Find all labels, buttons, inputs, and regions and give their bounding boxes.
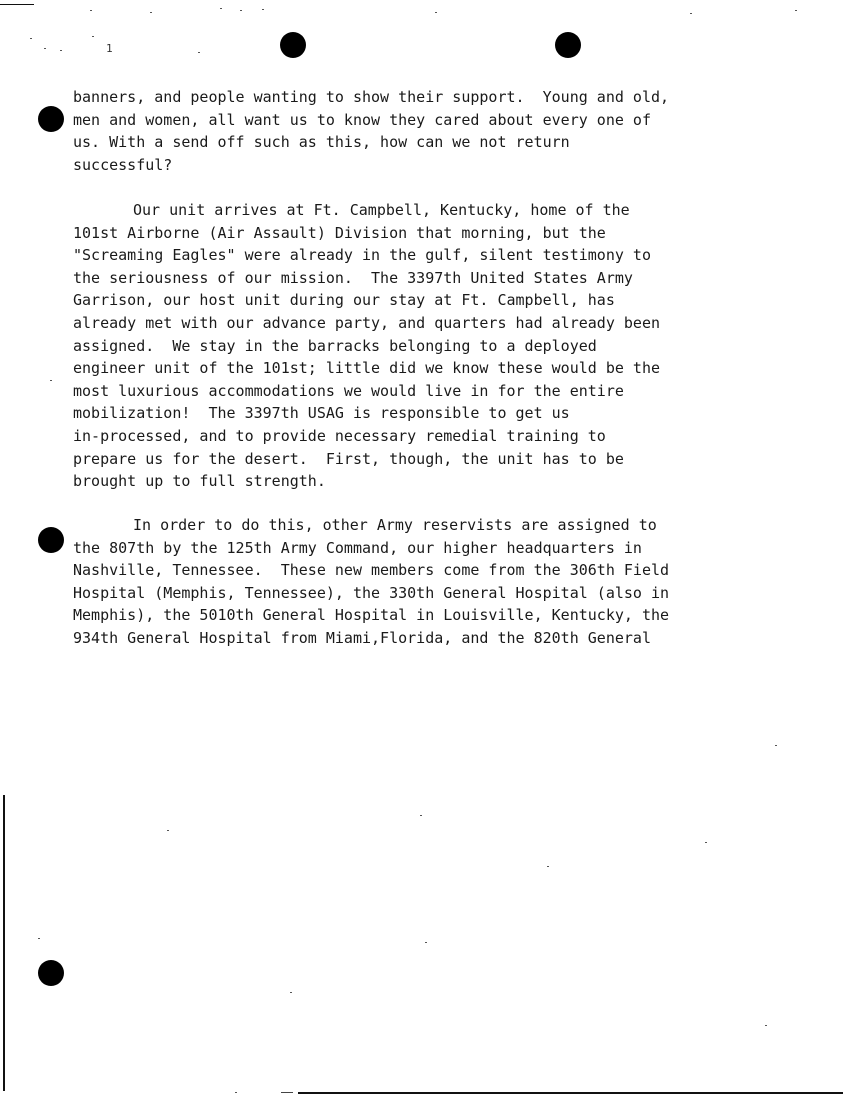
- scan-edge-bottom-dash: [281, 1092, 293, 1093]
- scan-speck: [167, 830, 169, 831]
- scan-edge-top: [0, 4, 34, 5]
- text-line: prepare us for the desert. First, though, the unit has to be: [73, 449, 624, 468]
- punch-hole-left-middle: [38, 527, 64, 553]
- text-line: brought up to full strength.: [73, 472, 326, 491]
- text-line: In order to do this, other Army reservists are assigned to: [133, 516, 657, 534]
- text-line: Our unit arrives at Ft. Campbell, Kentucky, home of the: [133, 201, 630, 219]
- scan-speck: [290, 992, 292, 993]
- page-mark: 1: [106, 42, 113, 55]
- text-line: Garrison, our host unit during our stay at Ft. Campbell, has: [73, 291, 615, 310]
- text-line: us. With a send off such as this, how can we not return: [73, 133, 570, 152]
- punch-hole-left-upper: [38, 106, 64, 132]
- scan-speck: [775, 745, 777, 746]
- scan-speck: [420, 815, 422, 816]
- text-line: Memphis), the 5010th General Hospital in Louisville, Kentucky, the: [73, 606, 670, 625]
- scan-speck: [44, 48, 46, 49]
- scan-edge-bottom: [298, 1092, 843, 1094]
- scan-speck: [50, 380, 52, 381]
- scan-speck: [547, 866, 549, 867]
- scan-speck: [30, 38, 32, 39]
- text-line: 101st Airborne (Air Assault) Division that morning, but the: [73, 223, 606, 242]
- scan-speck: [198, 52, 200, 53]
- scan-speck: [765, 1025, 767, 1026]
- text-line: engineer unit of the 101st; little did we know these would be the: [73, 359, 660, 378]
- scan-speck: [425, 942, 427, 943]
- text-line: most luxurious accommodations we would live in for the entire: [73, 381, 624, 400]
- scan-speck: [262, 9, 264, 10]
- scan-speck: [240, 10, 242, 11]
- scan-edge-left: [3, 795, 5, 1091]
- text-line: Nashville, Tennessee. These new members come from the 306th Field: [73, 561, 670, 580]
- text-line: 934th General Hospital from Miami,Florida, and the 820th General: [73, 628, 651, 647]
- punch-hole-left-lower: [38, 960, 64, 986]
- text-line: mobilization! The 3397th USAG is responsible to get us: [73, 404, 570, 423]
- text-line: Hospital (Memphis, Tennessee), the 330th General Hospital (also in: [73, 583, 670, 602]
- punch-hole-top-right: [555, 32, 581, 58]
- scan-speck: [705, 842, 707, 843]
- scan-speck: [60, 50, 62, 51]
- text-line: banners, and people wanting to show their support. Young and old,: [73, 88, 670, 106]
- text-line: already met with our advance party, and quarters had already been: [73, 313, 660, 332]
- paragraph-1: [73, 86, 763, 176]
- text-line: men and women, all want us to know they cared about every one of: [73, 110, 651, 129]
- scan-speck: [220, 8, 222, 9]
- punch-hole-top-center: [280, 32, 306, 58]
- scan-speck: [435, 12, 437, 13]
- text-line: successful?: [73, 155, 173, 174]
- text-line: assigned. We stay in the barracks belonging to a deployed: [73, 336, 597, 355]
- text-line: in-processed, and to provide necessary remedial training to: [73, 426, 606, 445]
- paragraph-3: [73, 514, 763, 650]
- text-line: "Screaming Eagles" were already in the gulf, silent testimony to: [73, 246, 651, 265]
- scan-speck: [235, 1092, 237, 1093]
- scan-speck: [38, 938, 40, 939]
- scan-speck: [795, 10, 797, 11]
- scan-speck: [92, 36, 94, 37]
- text-line: the 807th by the 125th Army Command, our higher headquarters in: [73, 538, 642, 557]
- scan-speck: [690, 13, 692, 14]
- paragraph-2: [73, 199, 763, 493]
- scan-speck: [90, 10, 92, 11]
- text-line: the seriousness of our mission. The 3397th United States Army: [73, 268, 633, 287]
- scan-speck: [150, 12, 152, 13]
